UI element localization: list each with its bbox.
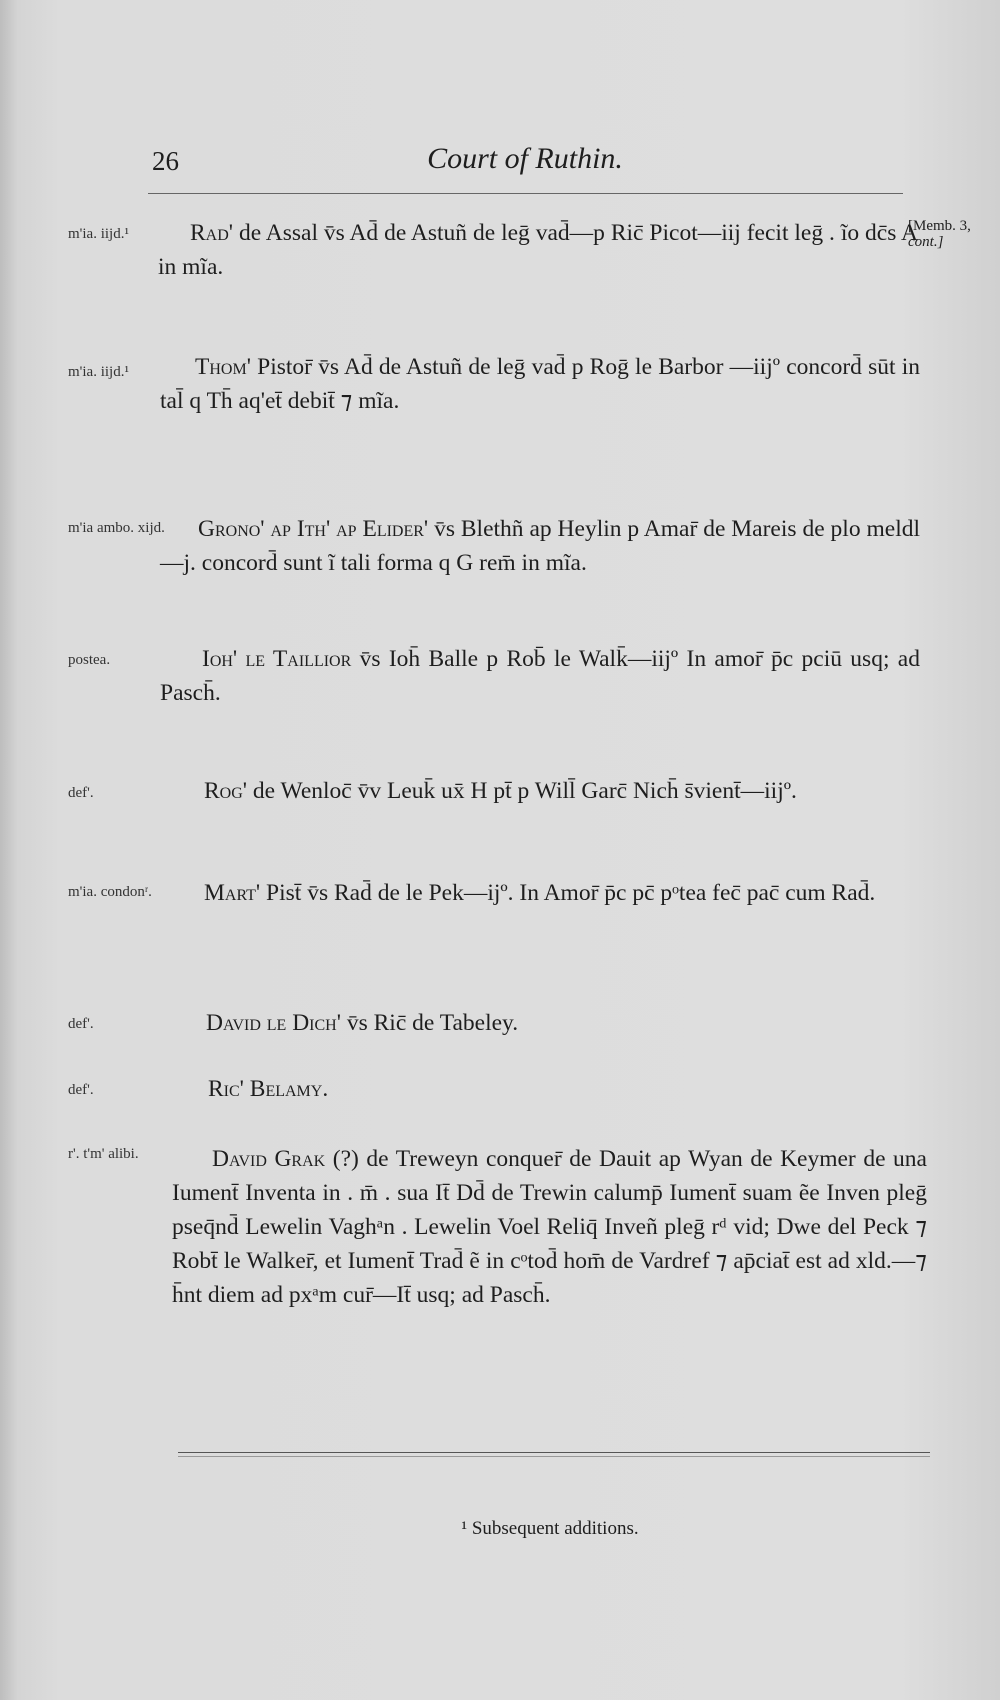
entry-3-text <box>160 512 920 580</box>
entry-1-body: de Assal v̄s Ad̄ de Astuñ de leḡ vad̄—p Ric̄ Picot—iij fecit leḡ . ĩo dc̄s A in mĩa. <box>158 220 918 280</box>
entry-1-margin-note: m'ia. iijd.¹ <box>68 226 129 242</box>
entry-7-name: David le Dich' <box>206 1010 341 1036</box>
entry-9-margin-note: r'. t'm' alibi. <box>68 1146 139 1162</box>
membrane-label: [Memb. 3, <box>908 218 971 234</box>
entry-4-name: Ioh' le Taillior <box>202 646 352 672</box>
page-number: 26 <box>152 146 179 176</box>
entry-3-body: v̄s Blethñ ap Heylin p Amar̄ de Mareis de plo meldl—j. concord̄ sunt ĩ tali forma q G rem̄ in mĩa. <box>160 516 920 576</box>
entry-2-body: Pistor̄ v̄s Ad̄ de Astuñ de leḡ vad̄ p Roḡ le Barbor —iijº concord̄ sūt in tal̄ q Th̄ aq'et̄ debit̄ ⁊ mĩa. <box>160 354 920 414</box>
entry-6-margin-note: m'ia. condonʳ. <box>68 884 152 900</box>
entry-3-name: Grono' ap Ith' ap Elider' <box>198 516 429 542</box>
entry-6-text <box>166 876 926 910</box>
entry-1-name: Rad' <box>190 220 234 246</box>
entry-4-margin-note: postea. <box>68 652 111 668</box>
entry-2-text <box>160 350 920 418</box>
footnote-rule-inner <box>178 1456 930 1457</box>
entry-5-margin-note: def'. <box>68 785 94 801</box>
entry-1-text <box>158 216 918 284</box>
entry-5-text <box>160 774 920 808</box>
entry-5-name: Rog' <box>204 778 248 804</box>
entry-8-name: Ric' Belamy. <box>208 1076 329 1102</box>
entry-8-text <box>166 1072 926 1106</box>
entry-4-text <box>160 642 920 710</box>
membrane-cont: cont.] <box>908 234 944 250</box>
entry-7-margin-note: def'. <box>68 1016 94 1032</box>
entry-2-name: Thom' <box>195 354 251 380</box>
entry-9-name: David Grak <box>212 1146 326 1172</box>
running-title: Court of Ruthin. <box>427 142 623 175</box>
entry-7-text <box>166 1006 926 1040</box>
entry-4-body: v̄s Ioh̄ Balle p Rob̄ le Walk̄—iijº In amor̄ p̄c pciū usq; ad Pasch̄. <box>160 646 920 706</box>
entry-2-margin-note: m'ia. iijd.¹ <box>68 364 129 380</box>
entry-8-margin-note: def'. <box>68 1082 94 1098</box>
entry-5-body: de Wenloc̄ v̄v Leuk̄ ux̄ H pt̄ p Will̄ Garc̄ Nich̄ s̄vient̄—iijº. <box>247 778 797 804</box>
entry-6-body: Pist̄ v̄s Rad̄ de le Pek—ijº. In Amor̄ p̄c pc̄ pᵒtea fec̄ pac̄ cum Rad̄. <box>260 880 876 906</box>
entry-9-body: (?) de Treweyn conquer̄ de Dauit ap Wyan de Keymer de una Iument̄ Inventa in . m̄ . sua It̄ Dd̄ de Trewin calump̄ Iument̄ suam ẽe Inven pleḡ pseq̄nd̄ Lewelin Vaghᵃn . Lewelin Voel Reliq̄ Inveñ pleḡ rᵈ vid; Dwe del Peck ⁊ Robt̄ le Walker̄, et Iument̄ Trad̄ ẽ in cᵒtod̄ hom̄ de Vardref ⁊ ap̄ciat̄ est ad xld.—⁊ h̄nt diem ad pxᵃm cur̄—It̄ usq; ad Pasch̄. <box>172 1146 927 1308</box>
entry-9-text <box>172 1142 927 1312</box>
footnote: ¹ Subsequent additions. <box>461 1518 639 1539</box>
footnote-rule <box>178 1452 930 1453</box>
entry-6-name: Mart' <box>204 880 261 906</box>
entry-3-margin-note: m'ia ambo. xijd. <box>68 520 165 536</box>
entry-7-body: v̄s Ric̄ de Tabeley. <box>340 1010 519 1036</box>
header-rule <box>148 193 903 194</box>
